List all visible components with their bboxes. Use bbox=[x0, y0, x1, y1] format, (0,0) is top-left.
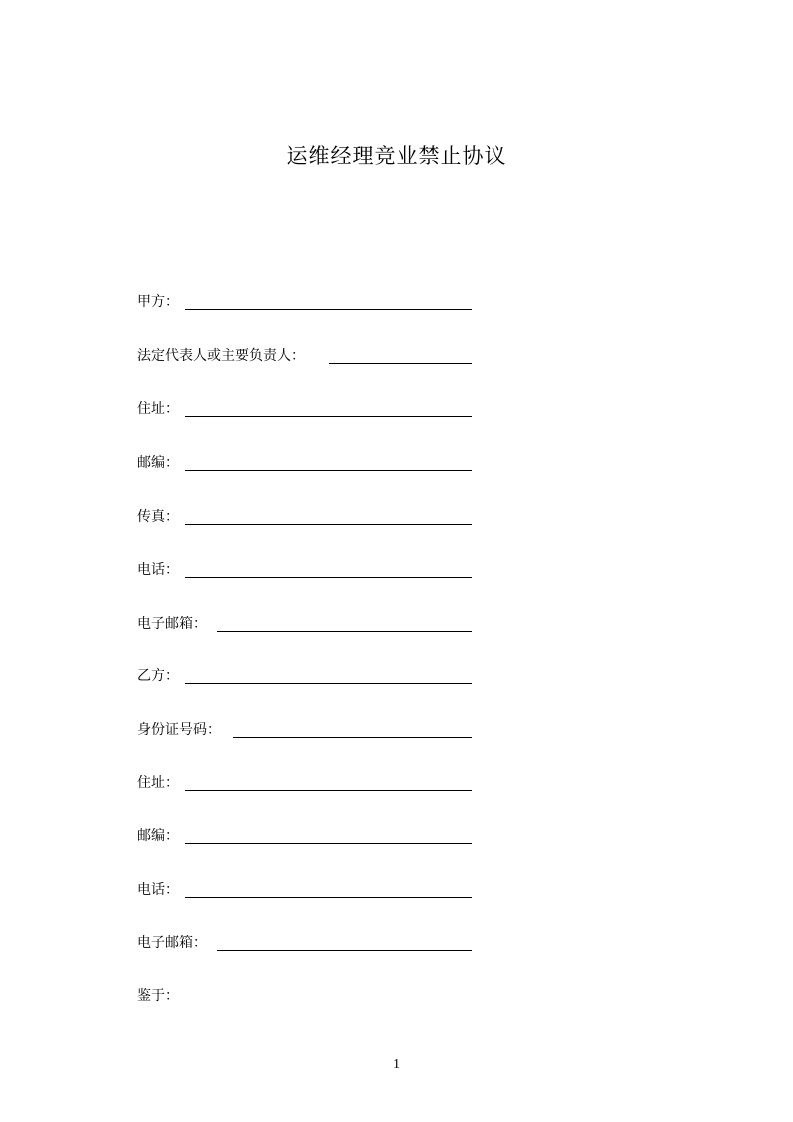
party-b-field bbox=[137, 664, 472, 686]
blank-line bbox=[185, 790, 472, 791]
blank-line bbox=[329, 363, 472, 364]
field-label: 住址： bbox=[137, 401, 179, 417]
document-title: 运维经理竞业禁止协议 bbox=[286, 144, 507, 168]
field-label: 乙方： bbox=[137, 668, 179, 684]
blank-line bbox=[185, 897, 472, 898]
blank-line bbox=[185, 683, 472, 684]
blank-line bbox=[185, 309, 472, 310]
blank-line bbox=[185, 577, 472, 578]
legal-representative-field bbox=[137, 344, 472, 366]
blank-line bbox=[217, 950, 472, 951]
party-b-address-field bbox=[137, 771, 472, 793]
party-b-postcode-field bbox=[137, 824, 472, 846]
party-a-address-field bbox=[137, 397, 472, 419]
field-label: 住址： bbox=[137, 775, 179, 791]
whereas-heading bbox=[137, 984, 179, 1006]
whereas-label: 鉴于： bbox=[137, 988, 179, 1004]
party-a-postcode-field bbox=[137, 451, 472, 473]
field-label: 甲方： bbox=[137, 294, 179, 310]
party-a-phone-field bbox=[137, 558, 472, 580]
party-b-phone-field bbox=[137, 878, 472, 900]
field-label: 法定代表人或主要负责人： bbox=[137, 348, 305, 364]
party-a-field bbox=[137, 290, 472, 312]
party-a-email-field bbox=[137, 612, 472, 634]
party-b-id-number-field bbox=[137, 718, 472, 740]
blank-line bbox=[217, 631, 472, 632]
party-a-fax-field bbox=[137, 505, 472, 527]
field-label: 电话： bbox=[137, 882, 179, 898]
blank-line bbox=[185, 416, 472, 417]
party-b-email-field bbox=[137, 931, 472, 953]
blank-line bbox=[185, 470, 472, 471]
blank-line bbox=[185, 843, 472, 844]
field-label: 电子邮箱： bbox=[137, 935, 207, 951]
field-label: 邮编： bbox=[137, 455, 179, 471]
field-label: 电子邮箱： bbox=[137, 616, 207, 632]
field-label: 身份证号码： bbox=[137, 722, 221, 738]
field-label: 传真： bbox=[137, 509, 179, 525]
blank-line bbox=[233, 737, 472, 738]
field-label: 电话： bbox=[137, 562, 179, 578]
page-number: 1 bbox=[393, 1057, 400, 1072]
blank-line bbox=[185, 524, 472, 525]
field-label: 邮编： bbox=[137, 828, 179, 844]
